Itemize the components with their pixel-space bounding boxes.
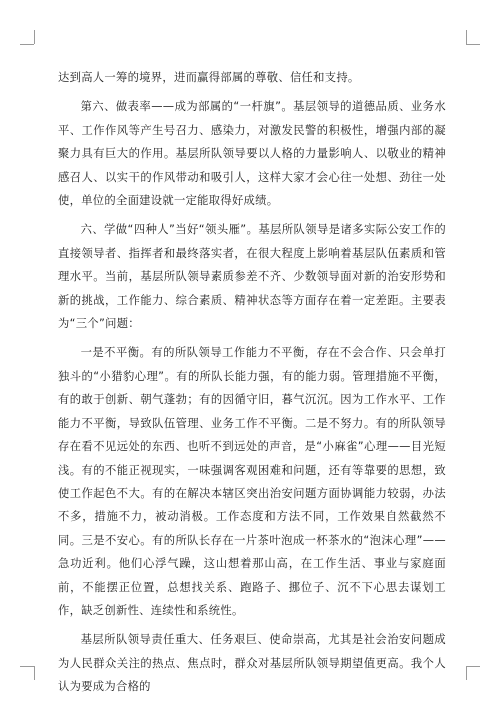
- crop-mark-bottom-left-vertical: [34, 666, 35, 680]
- crop-mark-top-left-vertical: [34, 30, 35, 44]
- crop-mark-bottom-right-vertical: [466, 666, 467, 680]
- paragraph-responsibility: 基层所队领导责任重大、任务艰巨、使命崇高，尤其是社会治安问题成为人民群众关注的热点、焦点时，群众对基层所队领导期望值更高。我个人认为要成为合格的: [58, 633, 446, 694]
- crop-mark-top-right-horizontal: [466, 44, 480, 45]
- paragraph-three-problems: 一是不平衡。有的所队领导工作能力不平衡，存在不会合作、只会单打独斗的“小猎豹心理”。有的所队长能力强，有的能力弱。管理措施不平衡，有的敢于创新、朝气蓬勃；有的因循守旧，暮气沉沉。因为工作水平、工作能力不平衡，导致队伍管理、业务工作不平衡。二是不努力。有的所队领导存在看不见远处的东西、也听不到远处的声音，是“小麻雀”心理——目光短浅。有的不能正视现实，一味强调客观困难和问题，还有等靠要的思想，致使工作起色不大。有的在解决本辖区突出治安问题方面协调能力较弱，办法不多，措施不力，被动消极。工作态度和方法不同，工作效果自然截然不同。三是不安心。有的所队长存在一片茶叶泡成一杯茶水的“泡沫心理”——急功近利。他们心浮气躁，这山想着那山高，在工作生活、事业与家庭面前，不能摆正位置，总想找关系、跑路子、挪位子、沉不下心思去谋划工作，缺乏创新性、连续性和系统性。: [58, 346, 446, 617]
- paragraph-continuation: 达到高人一筹的境界，进而赢得部属的尊敬、信任和支持。: [58, 71, 360, 84]
- crop-mark-top-left-horizontal: [20, 44, 34, 45]
- crop-mark-top-right-vertical: [466, 30, 467, 44]
- document-body: [58, 66, 446, 699]
- crop-mark-bottom-left-horizontal: [20, 666, 34, 667]
- paragraph-four-kinds-of-people: 六、学做“四种人”当好“领头雁”。基层所队领导是诸多实际公安工作的直接领导者、指挥者和最终落实者，在很大程度上影响着基层队伍素质和管理水平。当前，基层所队领导素质参差不齐、少数领导面对新的治安形势和新的挑战，工作能力、综合素质、精神状态等方面存在着一定差距。主要表为“三个”问题：: [58, 223, 446, 331]
- paragraph-sixth-point: 第六、做表率——成为部属的“一杆旗”。基层领导的道德品质、业务水平、工作作风等产生号召力、感染力，对激发民警的积极性，增强内部的凝聚力具有巨大的作用。基层所队领导要以人格的力量影响人、以敬业的精神感召人、以实干的作风带动和吸引人，这样大家才会心往一处想、劲往一处使，单位的全面建设就一定能取得好成绩。: [58, 100, 446, 208]
- crop-mark-bottom-right-horizontal: [466, 666, 480, 667]
